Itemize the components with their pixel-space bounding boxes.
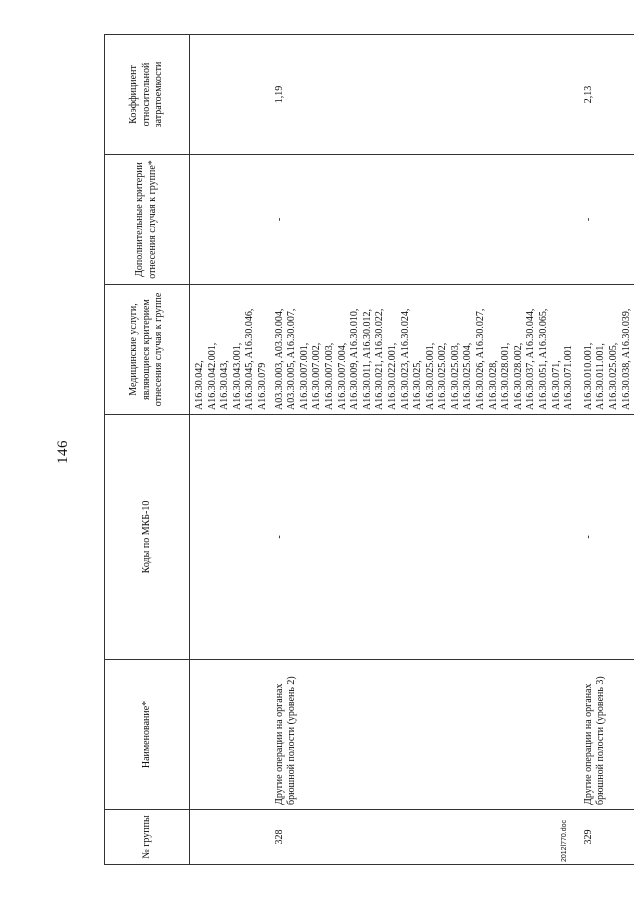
service-code-line: A16.30.011, A16.30.012, [361,308,373,410]
cell-coefficient [190,35,273,155]
header-name: Наименование* [105,660,190,810]
service-code-line: A16.30.079 [256,362,268,410]
service-code-line: A16.30.021, A16.30.022, [374,308,386,410]
header-icd-codes: Коды по МКБ-10 [105,415,190,660]
cell-services [577,285,634,415]
drg-table [104,34,634,865]
service-code-line: A16.30.023, A16.30.024, [399,308,411,410]
service-code-line: A16.30.043.001, [231,342,243,410]
service-code-line: A16.30.026, A16.30.027, [475,308,487,410]
service-code-line: A16.30.022.001, [386,342,398,410]
cell-coefficient: 2,13 [577,35,634,155]
service-code-line: A16.30.025.003, [449,342,461,410]
header-group-number: № группы [105,810,190,865]
group-name: Другие операции на органах брюшной полости (уровень 2) [273,676,298,805]
service-code-line: A16.30.045, A16.30.046, [244,308,256,410]
header-medical-services: Медицинские услуги, являющиеся критерием отнесения случая к группе [105,285,190,415]
service-code-line: A16.30.028, [487,360,499,410]
table-row-329 [577,35,634,865]
document-page [40,12,632,892]
cell-icd [190,415,273,660]
service-code-line: A16.30.051, A16.30.065, [538,308,550,410]
table-row-328 [273,35,577,865]
cell-name [190,660,273,810]
cell-icd: - [273,415,577,660]
cell-icd: - [577,415,634,660]
service-code-line: A16.30.011.001, [595,343,607,410]
service-code-line: A16.30.025.004, [462,342,474,410]
service-code-line: A16.30.025.001, [424,342,436,410]
service-code-line: A16.30.025.002, [437,342,449,410]
cell-extra: - [273,155,577,285]
cell-extra [190,155,273,285]
service-code-line: A16.30.028.002, [512,342,524,410]
cell-group-number [190,810,273,865]
cell-group-number: 328 [273,810,577,865]
cell-extra: - [577,155,634,285]
header-extra-criteria: Дополнительные критерии отнесения случая к группе* [105,155,190,285]
service-code-line: A16.30.007.003, [323,342,335,410]
service-code-line: A16.30.071, [550,360,562,410]
cell-services [190,285,273,415]
service-code-line: A16.30.071.001 [563,345,575,410]
service-code-line: A16.30.010.001, [582,342,594,410]
service-code-line: A16.30.038, A16.30.039, [620,308,632,410]
footer-filename: 2012l770.doc [561,819,568,862]
service-code-line: A16.30.025.005, [608,342,619,410]
service-code-line: A03.30.005, A16.30.007, [286,308,298,410]
service-code-line: A16.30.028.001, [500,342,512,410]
cell-name [577,660,634,810]
table-row-continuation [190,35,273,865]
page-number: 146 [55,440,71,464]
cell-name [273,660,577,810]
service-code-line: A16.30.025, [412,360,424,410]
service-code-line: A03.30.003, A03.30.004, [273,308,285,410]
cell-services [273,285,577,415]
service-code-line: A16.30.007.001, [298,342,310,410]
service-code-line: A16.30.007.004, [336,342,348,410]
service-code-line: A16.30.042, [194,360,205,410]
cell-coefficient: 1,19 [273,35,577,155]
group-name: Другие операции на органах брюшной полости (уровень 3) [582,676,607,805]
service-code-line: A16.30.037, A16.30.044, [525,308,537,410]
table-header [105,35,190,865]
service-code-line: A16.30.043, [219,360,231,410]
cell-group-number: 329 [577,810,634,865]
service-code-line: A16.30.007.002, [311,342,323,410]
header-coefficient: Коэффициент относительной затратоемкости [105,35,190,155]
service-code-line: A16.30.009, A16.30.010, [349,308,361,410]
service-code-line: A16.30.042.001, [206,342,218,410]
